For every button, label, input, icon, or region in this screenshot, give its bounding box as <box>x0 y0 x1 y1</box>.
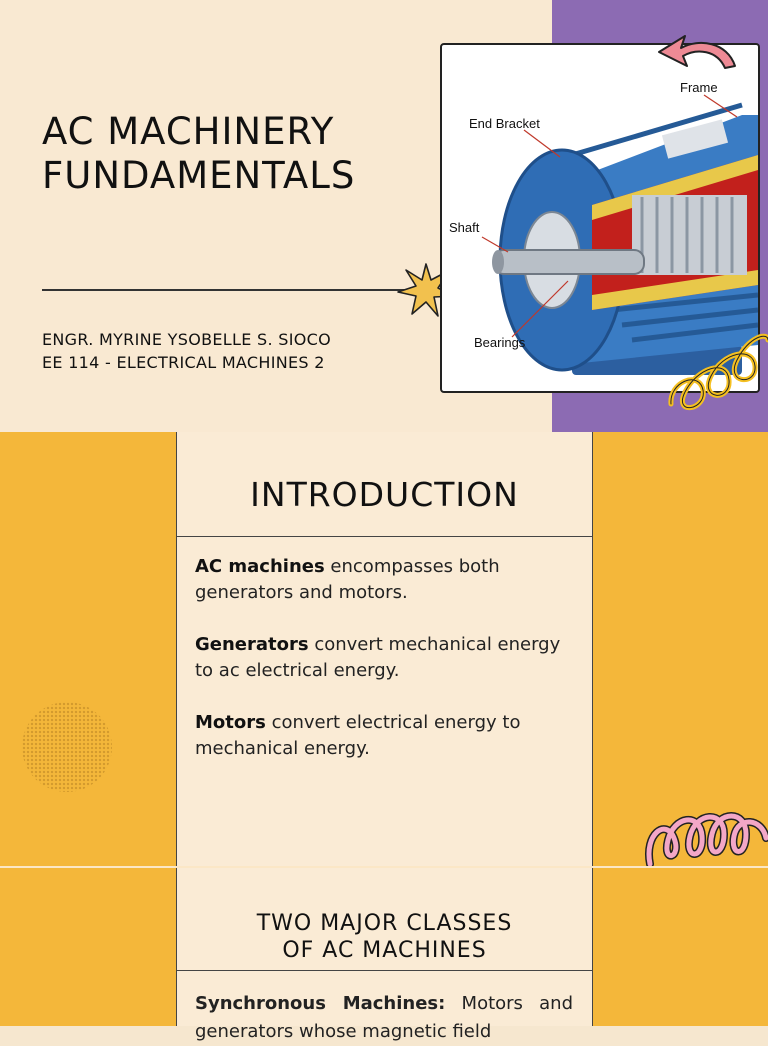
paragraph-motors <box>195 710 575 762</box>
major-classes-body <box>195 990 573 1046</box>
term-ac-machines: AC machines <box>195 556 325 577</box>
term-generators: Generators <box>195 634 309 655</box>
major-classes-card <box>176 868 593 1042</box>
dot-pattern-decoration <box>22 702 112 792</box>
title-line-2: FUNDAMENTALS <box>42 154 356 197</box>
label-end-bracket: End Bracket <box>469 116 540 131</box>
definition-generators: convert mechanical energy to ac electrical energy. <box>195 634 561 681</box>
author-block <box>42 328 331 374</box>
curved-arrow-icon <box>655 28 745 73</box>
introduction-card <box>176 432 593 866</box>
title-line-1: AC MACHINERY <box>42 110 335 153</box>
major-classes-slide <box>0 866 768 1042</box>
pink-coil-spring-icon <box>644 794 768 866</box>
coil-spring-icon <box>665 312 768 422</box>
introduction-heading: INTRODUCTION <box>177 432 592 537</box>
label-bearings: Bearings <box>474 335 526 350</box>
label-frame: Frame <box>680 80 718 95</box>
term-motors: Motors <box>195 712 266 733</box>
definition-ac-machines: encompasses both generators and motors. <box>195 556 500 603</box>
paragraph-ac-machines <box>195 554 575 606</box>
divider-line <box>42 289 417 291</box>
heading-line-2: OF AC MACHINES <box>282 938 487 963</box>
slide-title <box>42 110 462 198</box>
introduction-slide <box>0 432 768 866</box>
label-shaft: Shaft <box>449 220 480 235</box>
major-classes-heading <box>177 868 592 971</box>
paragraph-generators <box>195 632 575 684</box>
heading-line-1: TWO MAJOR CLASSES <box>256 911 513 936</box>
term-synchronous-machines: Synchronous Machines: <box>195 993 446 1014</box>
definition-synchronous-machines: Motors and generators whose magnetic field <box>195 993 573 1042</box>
course-name: EE 114 - ELECTRICAL MACHINES 2 <box>42 353 325 372</box>
title-slide <box>0 0 768 432</box>
author-name: ENGR. MYRINE YSOBELLE S. SIOCO <box>42 330 331 349</box>
definition-motors: convert electrical energy to mechanical energy. <box>195 712 521 759</box>
introduction-body <box>195 554 575 788</box>
